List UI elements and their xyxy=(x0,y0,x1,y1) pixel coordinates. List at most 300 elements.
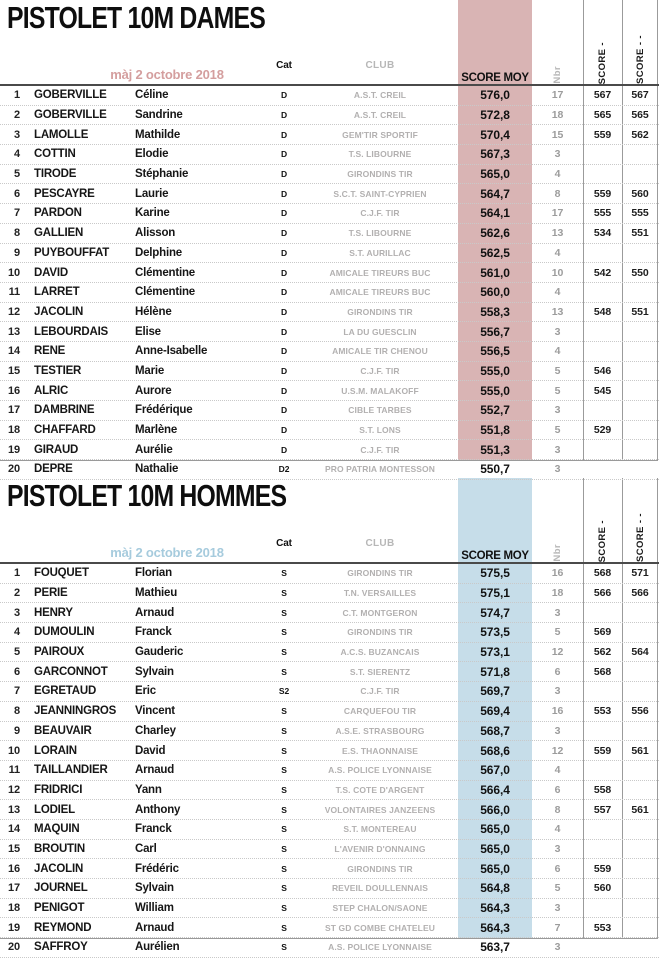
firstname-cell: Arnaud xyxy=(135,921,175,934)
table-row xyxy=(0,421,659,441)
score-moy-cell: 558,3 xyxy=(480,304,510,319)
category-cell: S xyxy=(281,588,287,599)
column-header-nbr: Nbr xyxy=(552,66,563,84)
club-cell: AMICALE TIR CHENOU xyxy=(332,346,428,357)
table-row xyxy=(0,800,659,820)
score-second-cell: 550 xyxy=(631,266,649,279)
score-best-cell: 534 xyxy=(593,227,612,240)
rank-cell: 17 xyxy=(7,882,20,895)
table-row xyxy=(0,662,659,682)
category-cell: D xyxy=(280,110,288,121)
lastname-cell: DEPRE xyxy=(34,463,73,476)
lastname-cell: JACOLIN xyxy=(34,862,84,875)
table-row xyxy=(0,184,659,204)
rank-cell: 2 xyxy=(13,109,20,122)
column-header-score-best: SCORE - xyxy=(597,41,608,84)
firstname-cell: David xyxy=(135,744,166,757)
score-moy-cell: 570,4 xyxy=(480,127,510,142)
rank-cell: 10 xyxy=(7,266,20,279)
score-moy-cell: 573,1 xyxy=(480,645,510,660)
lastname-cell: LARRET xyxy=(34,286,80,299)
score-best-cell: 555 xyxy=(593,207,612,220)
nbr-cell: 16 xyxy=(551,705,564,718)
table-row xyxy=(0,682,659,702)
score-moy-cell: 551,3 xyxy=(480,442,510,457)
lastname-cell: BEAUVAIR xyxy=(34,724,92,737)
firstname-cell: Clémentine xyxy=(135,266,195,279)
nbr-cell: 16 xyxy=(551,567,564,580)
lastname-cell: DUMOULIN xyxy=(34,626,95,639)
club-cell: A.S.T. CREIL xyxy=(353,90,407,101)
club-cell: GEM'TIR SPORTIF xyxy=(342,129,418,140)
column-header-score-best: SCORE - xyxy=(597,519,608,562)
score-best-cell: 553 xyxy=(593,705,612,718)
score-moy-cell: 564,3 xyxy=(480,920,510,935)
category-cell: S xyxy=(281,824,287,835)
score-best-cell: 548 xyxy=(593,305,612,318)
club-cell: T.S. LIBOURNE xyxy=(348,149,412,160)
firstname-cell: Florian xyxy=(135,567,172,580)
table-row xyxy=(0,244,659,264)
table-row xyxy=(0,859,659,879)
firstname-cell: Sylvain xyxy=(135,882,174,895)
firstname-cell: Franck xyxy=(135,823,172,836)
lastname-cell: HENRY xyxy=(34,606,73,619)
rank-cell: 12 xyxy=(7,305,20,318)
club-cell: E.S. THAONNAISE xyxy=(341,745,419,756)
table-row xyxy=(0,381,659,401)
category-cell: S xyxy=(281,883,287,894)
lastname-cell: REYMOND xyxy=(34,921,92,934)
score-moy-cell: 565,0 xyxy=(480,167,510,182)
club-cell: AMICALE TIREURS BUC xyxy=(329,287,431,298)
lastname-cell: GALLIEN xyxy=(34,227,84,240)
nbr-cell: 3 xyxy=(554,902,561,915)
score-moy-cell: 564,3 xyxy=(480,901,510,916)
column-header-club: CLUB xyxy=(365,538,395,549)
column-header-club: CLUB xyxy=(365,60,395,71)
column-header-nbr: Nbr xyxy=(552,544,563,562)
club-cell: C.J.F. TIR xyxy=(360,365,400,376)
score-moy-cell: 563,7 xyxy=(480,940,510,955)
firstname-cell: Elise xyxy=(135,325,161,338)
lastname-cell: RENE xyxy=(34,345,66,358)
rank-cell: 10 xyxy=(7,744,20,757)
club-cell: CIBLE TARBES xyxy=(348,405,412,416)
column-header-score-moy: SCORE MOY xyxy=(461,72,529,84)
rank-cell: 5 xyxy=(13,646,20,659)
score-moy-cell: 574,7 xyxy=(480,605,510,620)
club-cell: A.C.S. BUZANCAIS xyxy=(340,647,420,658)
category-cell: S xyxy=(281,942,287,953)
score-moy-cell: 572,8 xyxy=(480,108,510,123)
nbr-cell: 5 xyxy=(554,882,561,895)
club-cell: C.J.F. TIR xyxy=(360,208,400,219)
table-row xyxy=(0,145,659,165)
score-moy-cell: 568,6 xyxy=(480,743,510,758)
club-cell: C.J.F. TIR xyxy=(360,444,400,455)
category-cell: D xyxy=(280,149,288,160)
club-cell: GIRONDINS TIR xyxy=(347,568,413,579)
nbr-cell: 5 xyxy=(554,424,561,437)
table-row xyxy=(0,460,659,480)
table-row xyxy=(0,781,659,801)
firstname-cell: Franck xyxy=(135,626,172,639)
category-cell: D xyxy=(280,287,288,298)
score-moy-cell: 566,0 xyxy=(480,802,510,817)
nbr-cell: 8 xyxy=(554,187,561,200)
lastname-cell: LAMOLLE xyxy=(34,128,89,141)
score-moy-cell: 555,0 xyxy=(480,363,510,378)
column-header-score-moy: SCORE MOY xyxy=(461,550,529,562)
firstname-cell: Sandrine xyxy=(135,109,183,122)
club-cell: T.N. VERSAILLES xyxy=(343,588,417,599)
score-best-cell: 559 xyxy=(593,128,612,141)
nbr-cell: 4 xyxy=(554,286,561,299)
score-moy-cell: 569,4 xyxy=(480,704,510,719)
lastname-cell: GOBERVILLE xyxy=(34,109,107,122)
firstname-cell: Marie xyxy=(135,364,165,377)
category-cell: S xyxy=(281,922,287,933)
category-cell: S xyxy=(281,627,287,638)
rank-cell: 15 xyxy=(7,842,20,855)
rank-cell: 13 xyxy=(7,803,20,816)
lastname-cell: PERIE xyxy=(34,587,68,600)
table-row xyxy=(0,224,659,244)
score-moy-cell: 556,5 xyxy=(480,344,510,359)
rank-cell: 16 xyxy=(7,384,20,397)
rank-cell: 16 xyxy=(7,862,20,875)
firstname-cell: Marlène xyxy=(135,424,178,437)
rank-cell: 11 xyxy=(8,764,20,777)
category-cell: S xyxy=(281,765,287,776)
lastname-cell: PUYBOUFFAT xyxy=(34,246,110,259)
lastname-cell: FRIDRICI xyxy=(34,783,83,796)
table-row xyxy=(0,283,659,303)
firstname-cell: Aurore xyxy=(135,384,172,397)
score-second-cell: 555 xyxy=(631,207,649,220)
rank-cell: 1 xyxy=(13,89,20,102)
nbr-cell: 3 xyxy=(554,443,561,456)
rank-cell: 7 xyxy=(13,207,20,220)
lastname-cell: PAIROUX xyxy=(34,646,85,659)
score-second-cell: 571 xyxy=(631,567,649,580)
table-row xyxy=(0,204,659,224)
firstname-cell: Clémentine xyxy=(135,286,195,299)
rank-cell: 9 xyxy=(13,724,20,737)
club-cell: REVEIL DOULLENNAIS xyxy=(331,883,429,894)
lastname-cell: ALRIC xyxy=(34,384,69,397)
club-cell: C.J.F. TIR xyxy=(360,686,400,697)
rank-cell: 11 xyxy=(8,286,20,299)
nbr-cell: 17 xyxy=(551,89,564,102)
lastname-cell: TESTIER xyxy=(34,364,82,377)
table-row xyxy=(0,584,659,604)
club-cell: A.S. POLICE LYONNAISE xyxy=(328,765,432,776)
table-row xyxy=(0,623,659,643)
rank-cell: 19 xyxy=(7,443,20,456)
nbr-cell: 3 xyxy=(554,724,561,737)
results-rows xyxy=(0,86,659,480)
nbr-cell: 3 xyxy=(554,842,561,855)
club-cell: GIRONDINS TIR xyxy=(347,627,413,638)
club-cell: A.S.T. CREIL xyxy=(353,110,407,121)
nbr-cell: 6 xyxy=(554,665,561,678)
nbr-cell: 7 xyxy=(554,921,561,934)
score-best-cell: 568 xyxy=(593,665,612,678)
nbr-cell: 6 xyxy=(554,862,561,875)
lastname-cell: GIRAUD xyxy=(34,443,79,456)
lastname-cell: PESCAYRE xyxy=(34,187,95,200)
column-header-score-second: SCORE - - xyxy=(634,35,646,84)
category-cell: D xyxy=(280,188,288,199)
table-row xyxy=(0,86,659,106)
lastname-cell: EGRETAUD xyxy=(34,685,97,698)
score-moy-cell: 564,8 xyxy=(480,881,510,896)
club-cell: C.T. MONTGERON xyxy=(342,607,418,618)
section-title: PISTOLET 10M DAMES xyxy=(7,0,265,35)
score-second-cell: 562 xyxy=(631,128,649,141)
firstname-cell: Céline xyxy=(135,89,169,102)
nbr-cell: 13 xyxy=(551,227,564,240)
results-rows xyxy=(0,564,659,958)
lastname-cell: GOBERVILLE xyxy=(34,89,107,102)
category-cell: D xyxy=(280,169,288,180)
score-second-cell: 560 xyxy=(631,187,649,200)
table-row xyxy=(0,702,659,722)
rank-cell: 7 xyxy=(13,685,20,698)
table-row xyxy=(0,643,659,663)
nbr-cell: 5 xyxy=(554,364,561,377)
score-moy-cell: 568,7 xyxy=(480,723,510,738)
firstname-cell: Anthony xyxy=(135,803,181,816)
category-cell: S xyxy=(281,903,287,914)
section-pistolet-10m-hommes xyxy=(0,478,659,955)
table-row xyxy=(0,322,659,342)
lastname-cell: COTTIN xyxy=(34,148,76,161)
nbr-cell: 12 xyxy=(551,646,564,659)
rank-cell: 1 xyxy=(13,567,20,580)
score-moy-cell: 552,7 xyxy=(480,403,510,418)
table-row xyxy=(0,401,659,421)
column-header-row xyxy=(0,478,658,562)
rank-cell: 8 xyxy=(13,227,20,240)
score-best-cell: 559 xyxy=(593,862,612,875)
category-cell: D xyxy=(280,444,288,455)
club-cell: A.S. POLICE LYONNAISE xyxy=(328,942,432,953)
category-cell: D xyxy=(280,365,288,376)
score-moy-cell: 576,0 xyxy=(480,88,510,103)
rank-cell: 2 xyxy=(13,587,20,600)
score-best-cell: 567 xyxy=(593,89,612,102)
table-row xyxy=(0,564,659,584)
table-row xyxy=(0,722,659,742)
firstname-cell: Anne-Isabelle xyxy=(135,345,208,358)
firstname-cell: Sylvain xyxy=(135,665,174,678)
firstname-cell: Nathalie xyxy=(135,463,179,476)
nbr-cell: 12 xyxy=(551,744,564,757)
score-second-cell: 565 xyxy=(631,109,649,122)
club-cell: A.S.E. STRASBOURG xyxy=(335,725,425,736)
nbr-cell: 10 xyxy=(551,266,564,279)
club-cell: L'AVENIR D'ONNAING xyxy=(334,843,426,854)
nbr-cell: 5 xyxy=(554,384,561,397)
table-header xyxy=(0,478,659,564)
nbr-cell: 15 xyxy=(551,128,564,141)
table-row xyxy=(0,879,659,899)
club-cell: VOLONTAIRES JANZEENS xyxy=(324,804,436,815)
nbr-cell: 5 xyxy=(554,626,561,639)
lastname-cell: CHAFFARD xyxy=(34,424,96,437)
lastname-cell: LODIEL xyxy=(34,803,75,816)
score-moy-cell: 565,0 xyxy=(480,841,510,856)
club-cell: S.C.T. SAINT-CYPRIEN xyxy=(333,188,427,199)
score-moy-cell: 561,0 xyxy=(480,265,510,280)
lastname-cell: BROUTIN xyxy=(34,842,85,855)
club-cell: U.S.M. MALAKOFF xyxy=(341,385,419,396)
table-row xyxy=(0,165,659,185)
firstname-cell: Alisson xyxy=(135,227,176,240)
score-second-cell: 567 xyxy=(631,89,649,102)
firstname-cell: Arnaud xyxy=(135,764,175,777)
category-cell: S xyxy=(281,784,287,795)
nbr-cell: 18 xyxy=(551,109,564,122)
category-cell: D xyxy=(280,267,288,278)
category-cell: S xyxy=(281,863,287,874)
score-moy-cell: 562,6 xyxy=(480,226,510,241)
category-cell: D xyxy=(280,306,288,317)
table-row xyxy=(0,440,659,460)
rank-cell: 5 xyxy=(13,168,20,181)
column-header-row xyxy=(0,0,658,84)
rank-cell: 15 xyxy=(7,364,20,377)
firstname-cell: Laurie xyxy=(135,187,169,200)
score-best-cell: 557 xyxy=(593,803,612,816)
firstname-cell: Frédéric xyxy=(135,862,179,875)
club-cell: STEP CHALON/SAONE xyxy=(332,903,428,914)
lastname-cell: JEANNINGROS xyxy=(34,705,117,718)
rank-cell: 8 xyxy=(13,705,20,718)
lastname-cell: JOURNEL xyxy=(34,882,88,895)
club-cell: ST GD COMBE CHATELEU xyxy=(325,922,435,933)
category-cell: S2 xyxy=(278,686,290,697)
nbr-cell: 4 xyxy=(554,168,561,181)
nbr-cell: 4 xyxy=(554,764,561,777)
firstname-cell: Elodie xyxy=(135,148,169,161)
nbr-cell: 3 xyxy=(554,685,561,698)
lastname-cell: PARDON xyxy=(34,207,82,220)
club-cell: T.S. LIBOURNE xyxy=(348,228,412,239)
rank-cell: 14 xyxy=(7,823,20,836)
rank-cell: 6 xyxy=(13,187,20,200)
score-best-cell: 559 xyxy=(593,744,612,757)
club-cell: GIRONDINS TIR xyxy=(347,306,413,317)
category-cell: S xyxy=(281,725,287,736)
table-row xyxy=(0,603,659,623)
table-row xyxy=(0,362,659,382)
score-best-cell: 566 xyxy=(593,587,612,600)
score-moy-cell: 564,7 xyxy=(480,186,510,201)
section-title: PISTOLET 10M HOMMES xyxy=(7,478,287,513)
table-row xyxy=(0,106,659,126)
score-best-cell: 542 xyxy=(593,266,612,279)
category-cell: S xyxy=(281,568,287,579)
firstname-cell: Delphine xyxy=(135,246,182,259)
category-cell: D xyxy=(280,385,288,396)
rank-cell: 12 xyxy=(7,783,20,796)
firstname-cell: William xyxy=(135,902,174,915)
rank-cell: 14 xyxy=(7,345,20,358)
lastname-cell: FOUQUET xyxy=(34,567,89,580)
score-second-cell: 551 xyxy=(631,305,649,318)
score-moy-cell: 550,7 xyxy=(480,462,510,477)
nbr-cell: 3 xyxy=(554,148,561,161)
category-cell: D xyxy=(280,425,288,436)
table-row xyxy=(0,263,659,283)
score-second-cell: 556 xyxy=(631,705,649,718)
score-second-cell: 551 xyxy=(631,227,649,240)
lastname-cell: GARCONNOT xyxy=(34,665,108,678)
nbr-cell: 4 xyxy=(554,345,561,358)
score-moy-cell: 562,5 xyxy=(480,245,510,260)
club-cell: S.T. AURILLAC xyxy=(349,247,411,258)
table-row xyxy=(0,840,659,860)
lastname-cell: JACOLIN xyxy=(34,305,84,318)
category-cell: S xyxy=(281,843,287,854)
firstname-cell: Arnaud xyxy=(135,606,175,619)
nbr-cell: 4 xyxy=(554,823,561,836)
score-best-cell: 545 xyxy=(593,384,612,397)
nbr-cell: 3 xyxy=(554,606,561,619)
nbr-cell: 18 xyxy=(551,587,564,600)
score-best-cell: 529 xyxy=(593,424,612,437)
firstname-cell: Hélène xyxy=(135,305,172,318)
rank-cell: 3 xyxy=(13,606,20,619)
club-cell: T.S. COTE D'ARGENT xyxy=(335,784,425,795)
score-best-cell: 553 xyxy=(593,921,612,934)
firstname-cell: Yann xyxy=(135,783,162,796)
club-cell: GIRONDINS TIR xyxy=(347,169,413,180)
firstname-cell: Carl xyxy=(135,842,157,855)
category-cell: D xyxy=(280,90,288,101)
score-moy-cell: 565,0 xyxy=(480,822,510,837)
lastname-cell: TIRODE xyxy=(34,168,77,181)
rank-cell: 4 xyxy=(13,148,20,161)
table-row xyxy=(0,342,659,362)
category-cell: D2 xyxy=(278,464,290,475)
score-moy-cell: 571,8 xyxy=(480,664,510,679)
table-header xyxy=(0,0,659,86)
category-cell: S xyxy=(281,607,287,618)
score-best-cell: 559 xyxy=(593,187,612,200)
nbr-cell: 4 xyxy=(554,246,561,259)
score-moy-cell: 567,3 xyxy=(480,147,510,162)
column-header-cat: Cat xyxy=(276,60,292,71)
nbr-cell: 3 xyxy=(554,941,561,954)
category-cell: D xyxy=(280,346,288,357)
update-date: màj 2 octobre 2018 xyxy=(110,545,224,560)
score-moy-cell: 556,7 xyxy=(480,324,510,339)
nbr-cell: 3 xyxy=(554,404,561,417)
club-cell: S.T. SIERENTZ xyxy=(349,666,411,677)
rank-cell: 6 xyxy=(13,665,20,678)
firstname-cell: Frédérique xyxy=(135,404,193,417)
category-cell: S xyxy=(281,804,287,815)
rank-cell: 9 xyxy=(13,246,20,259)
score-moy-cell: 565,0 xyxy=(480,861,510,876)
score-second-cell: 564 xyxy=(631,646,649,659)
score-best-cell: 546 xyxy=(593,364,612,377)
